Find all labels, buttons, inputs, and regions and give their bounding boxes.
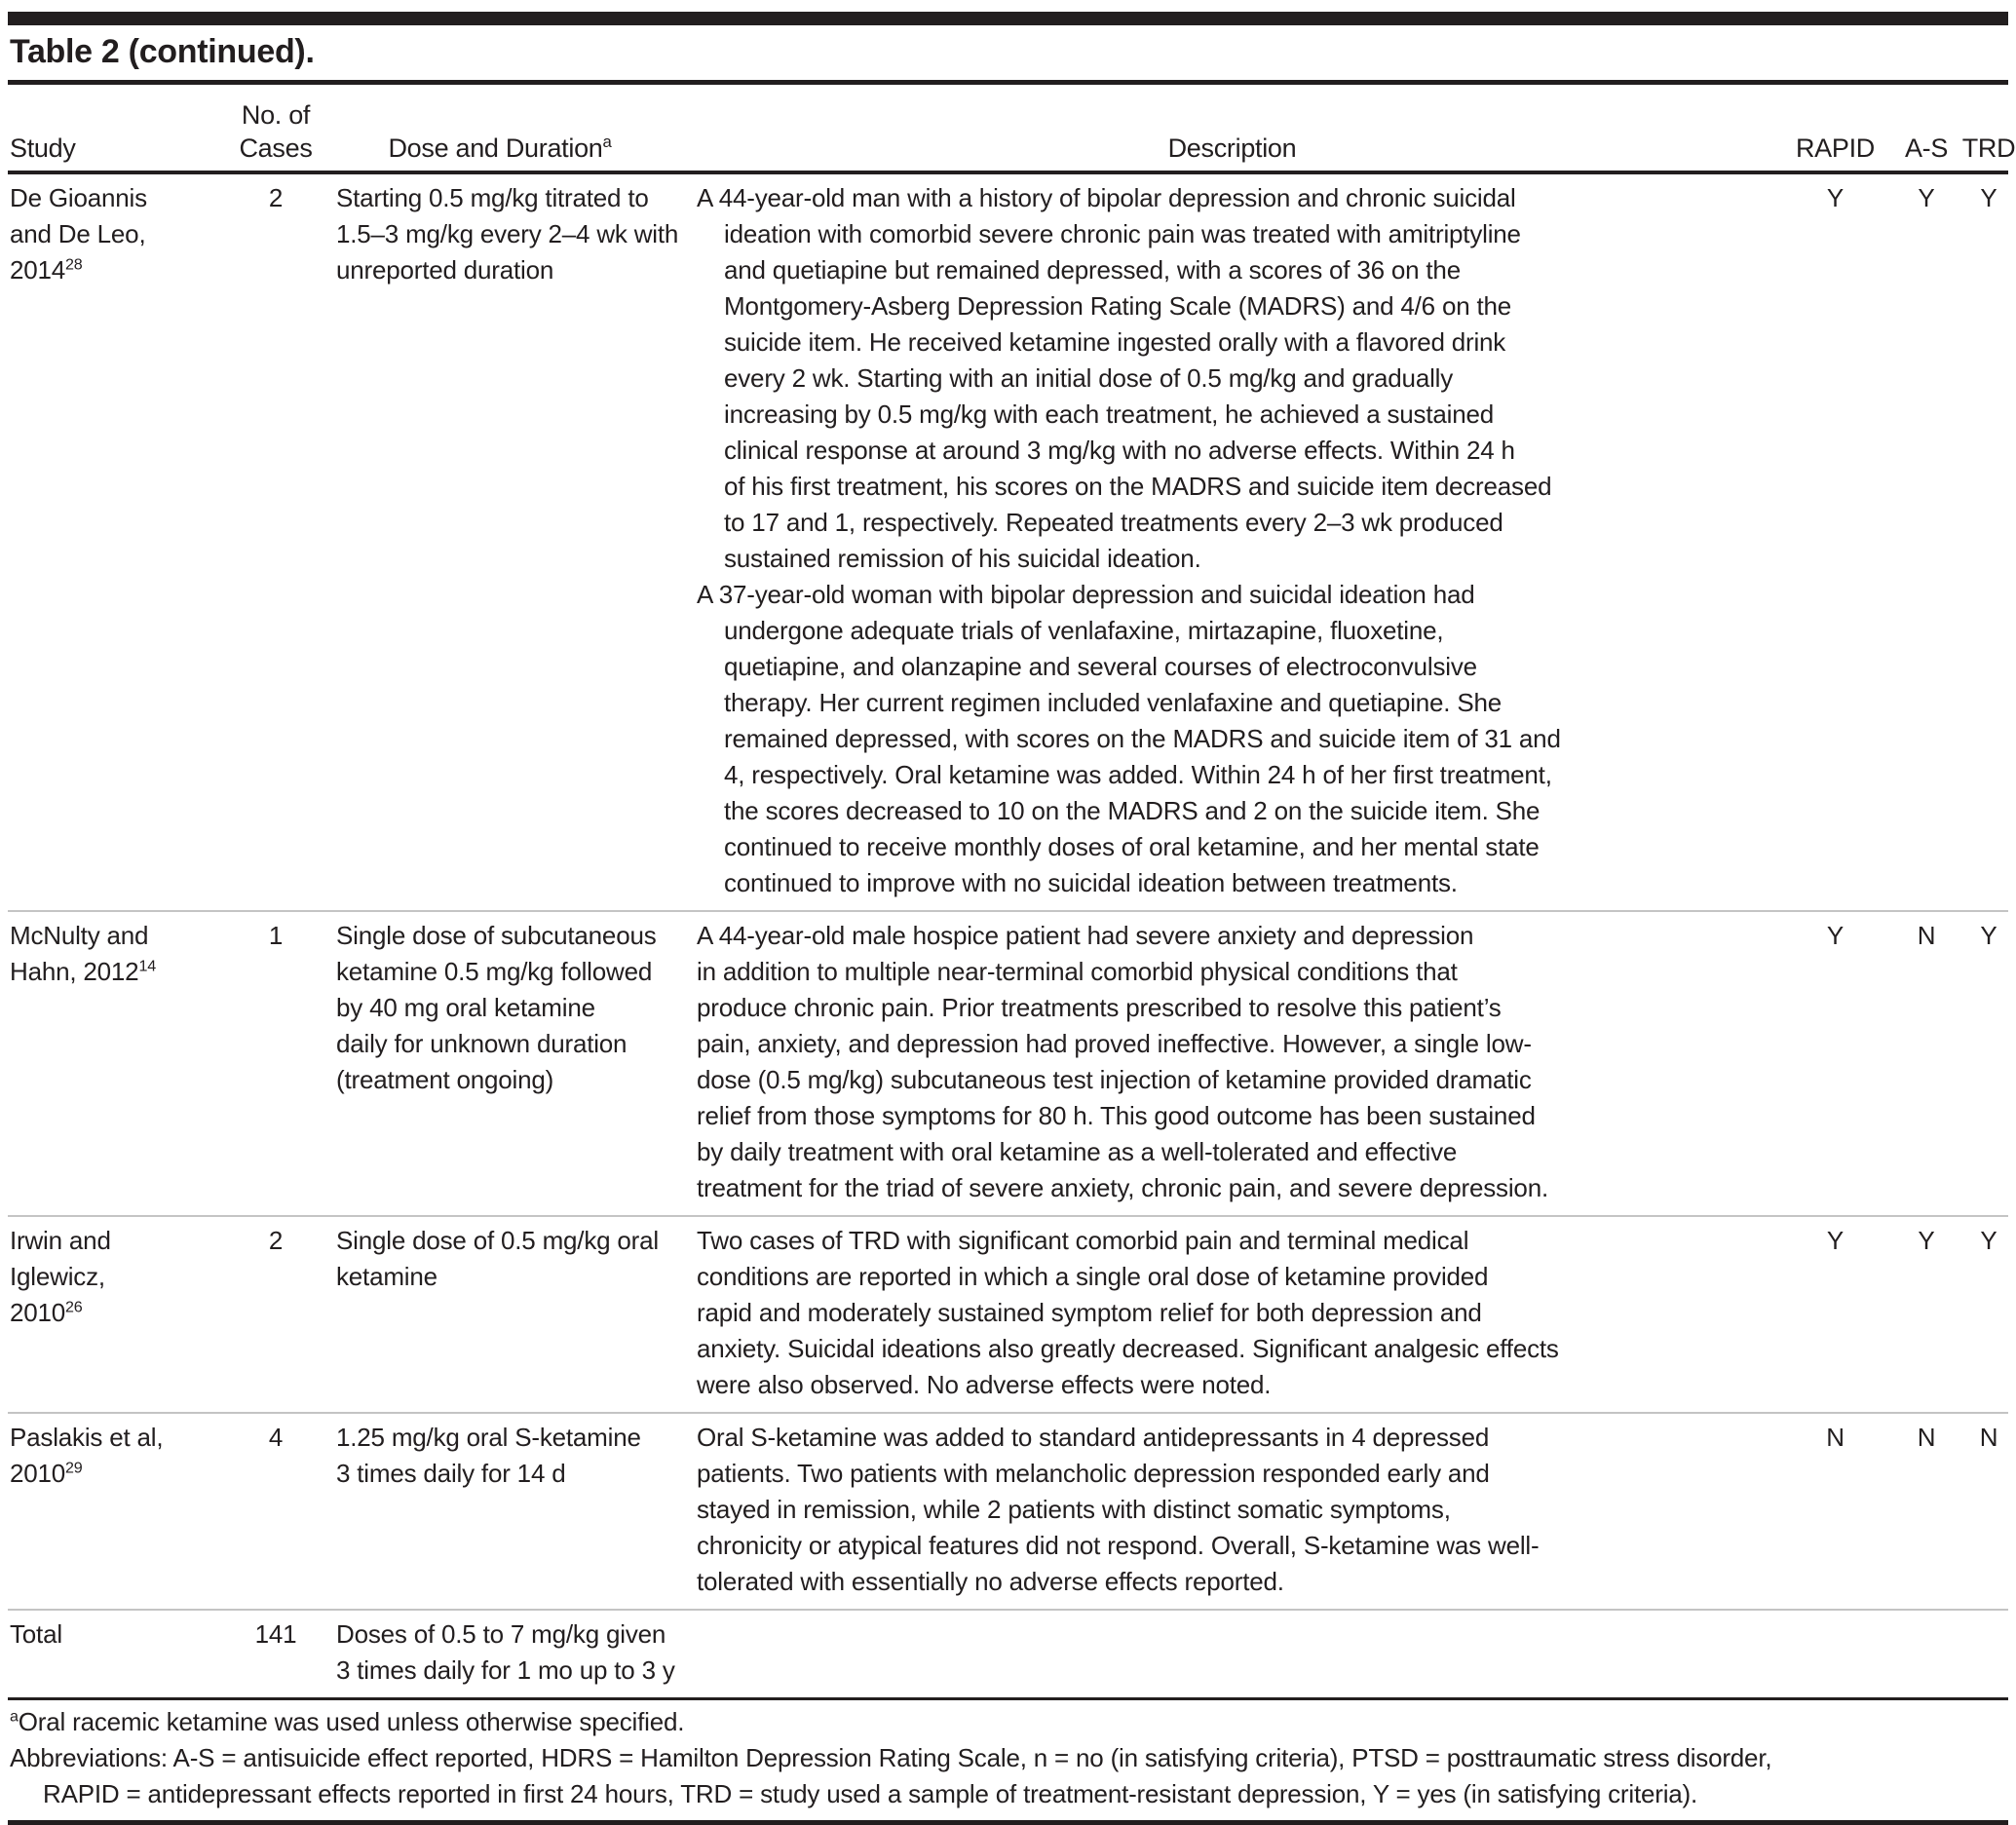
description-cell: Two cases of TRD with significant comorbid pain and terminal medical conditions are reported in which a single oral dose of ketamine provided rapid and moderately sustained symptom relief for both depression and anxiety. Suicidal ideations also greatly decreased. Significant analgesic effects were also observed. No adverse effects were noted. (697, 1226, 1559, 1399)
col-header-dose-label: Dose and Duration (388, 133, 603, 163)
total-label: Total (10, 1619, 62, 1649)
study-year: Hahn, 2012 (10, 957, 139, 986)
study-name-lines: McNulty and (10, 921, 149, 950)
study-cell (8, 1420, 237, 1492)
footnote-a-marker: a (10, 1707, 19, 1726)
description-cell: A 44-year-old man with a history of bipolar depression and chronic suicidal ideation with comorbid severe chronic pain was treated with amitriptyline and quetiapine but remained depressed, with a scores of 36 on the Montgomery-Asberg Depression Rating Scale (MADRS) and 4/6 on the suicide item. He received ketamine ingested orally with a flavored drink every 2 wk. Starting with an initial dose of 0.5 mg/kg and gradually increasing by 0.5 mg/kg with each treatment, he achieved a sustained clinical response at around 3 mg/kg with no adverse effects. Within 24 h of his first treatment, his scores on the MADRS and suicide item decreased to 17 and 1, respectively. Repeated treatments every 2–3 wk produced sustained remission of his suicidal ideation. A 37-year-old woman with bipolar depression and suicidal ideation had undergone adequate trials of venlafaxine, mirtazapine, fluoxetine, quetiapine, and olanzapine and several courses of electroconvulsive therapy. Her current regimen included venlafaxine and quetiapine. She remained depressed, with scores on the MADRS and suicide item of 31 and 4, respectively. Oral ketamine was added. Within 24 h of her first treatment, the scores decreased to 10 on the MADRS and 2 on the suicide item. She continued to receive monthly doses of oral ketamine, and her mental state continued to improve with no suicidal ideation between treatments. (697, 183, 1561, 897)
study-reference-number: 29 (65, 1459, 83, 1477)
study-year: 2010 (10, 1459, 66, 1488)
rapid-value: Y (1826, 921, 1845, 950)
footnotes (8, 1700, 2008, 1820)
col-header-as: A-S (1904, 133, 1949, 163)
table-row-de-gioannis (8, 174, 2008, 910)
trd-value: Y (1980, 1226, 1997, 1255)
trd-value: Y (1980, 183, 1997, 212)
abbreviations-line-1: Abbreviations: A-S = antisuicide effect reported, HDRS = Hamilton Depression Rating Scale, n = no (in satisfying criteria), PTSD = posttraumatic stress disorder, (10, 1743, 1772, 1772)
table-row-mcnulty (8, 912, 2008, 1215)
dose-cell: Single dose of subcutaneous ketamine 0.5 mg/kg followed by 40 mg oral ketamine daily for unknown duration (treatment ongoing) (336, 921, 657, 1094)
col-header-dose (315, 132, 685, 165)
total-cases: 141 (254, 1619, 297, 1649)
footnote-a (10, 1704, 2008, 1740)
table-row-total (8, 1611, 2008, 1697)
footnote-a-text: Oral racemic ketamine was used unless otherwise specified. (18, 1707, 685, 1736)
study-name-lines: Irwin and Iglewicz, (10, 1226, 111, 1291)
table-title: Table 2 (continued). (10, 33, 315, 70)
rapid-value: Y (1826, 1226, 1845, 1255)
as-value: Y (1918, 1226, 1935, 1255)
col-header-cases-line2: Cases (239, 133, 313, 163)
as-value: N (1917, 1423, 1936, 1452)
total-dose-cell: Doses of 0.5 to 7 mg/kg given 3 times daily for 1 mo up to 3 y (336, 1619, 675, 1685)
study-year: 2010 (10, 1298, 66, 1327)
study-year-line (10, 1295, 237, 1331)
trd-value: Y (1980, 921, 1997, 950)
as-value: Y (1918, 183, 1935, 212)
table-row-paslakis (8, 1414, 2008, 1609)
study-cell (8, 918, 237, 990)
study-cell (8, 180, 237, 288)
cases-cell: 2 (268, 183, 284, 212)
col-header-description: Description (1167, 133, 1297, 163)
study-reference-number: 28 (65, 255, 83, 274)
col-header-trd: TRD (1961, 133, 2016, 163)
description-cell: A 44-year-old male hospice patient had severe anxiety and depression in addition to multiple near-terminal comorbid physical conditions that produce chronic pain. Prior treatments prescribed to resolve this patient’s pain, anxiety, and depression had proved ineffective. However, a single low- dose (0.5 mg/kg) subcutaneous test injection of ketamine provided dramatic relief from those symptoms for 80 h. This good outcome has been sustained by daily treatment with oral ketamine as a well-tolerated and effective treatment for the triad of severe anxiety, chronic pain, and severe depression. (697, 921, 1548, 1202)
col-header-study: Study (10, 133, 76, 163)
col-header-dose-footnote-marker: a (602, 133, 612, 151)
rapid-value: Y (1826, 183, 1845, 212)
study-reference-number: 14 (138, 957, 156, 975)
study-year-line (10, 252, 237, 288)
cases-cell: 2 (268, 1226, 284, 1255)
cases-cell: 1 (268, 921, 284, 950)
abbreviations-line-2: RAPID = antidepressant effects reported in first 24 hours, TRD = study used a sample of treatment-resistant depression, Y = yes (in satisfying criteria). (43, 1779, 1698, 1808)
dose-cell: 1.25 mg/kg oral S-ketamine 3 times daily for 14 d (336, 1423, 641, 1488)
study-cell (8, 1223, 237, 1331)
description-cell: Oral S-ketamine was added to standard antidepressants in 4 depressed patients. Two patients with melancholic depression responded early and stayed in remission, while 2 patients with distinct somatic symptoms, chronicity or atypical features did not respond. Overall, S-ketamine was well- tolerated with essentially no adverse effects reported. (697, 1423, 1540, 1596)
dose-cell: Single dose of 0.5 mg/kg oral ketamine (336, 1226, 659, 1291)
trd-value: N (1979, 1423, 1998, 1452)
study-name-lines: Paslakis et al, (10, 1423, 164, 1452)
study-reference-number: 26 (65, 1298, 83, 1316)
cases-cell: 4 (268, 1423, 284, 1452)
col-header-cases (237, 98, 315, 165)
table-row-irwin (8, 1217, 2008, 1412)
rapid-value: N (1826, 1423, 1845, 1452)
study-name-lines: De Gioannis and De Leo, (10, 183, 147, 248)
study-year: 2014 (10, 255, 66, 285)
study-year-line (10, 1456, 237, 1492)
col-header-rapid: RAPID (1795, 133, 1876, 163)
dose-cell: Starting 0.5 mg/kg titrated to 1.5–3 mg/kg every 2–4 wk with unreported duration (336, 183, 679, 285)
col-header-cases-line1: No. of (241, 100, 311, 130)
study-year-line (10, 954, 237, 990)
as-value: N (1917, 921, 1936, 950)
bottom-rule (8, 1820, 2008, 1825)
table-header-row (8, 85, 2016, 171)
top-rule (8, 12, 2008, 25)
